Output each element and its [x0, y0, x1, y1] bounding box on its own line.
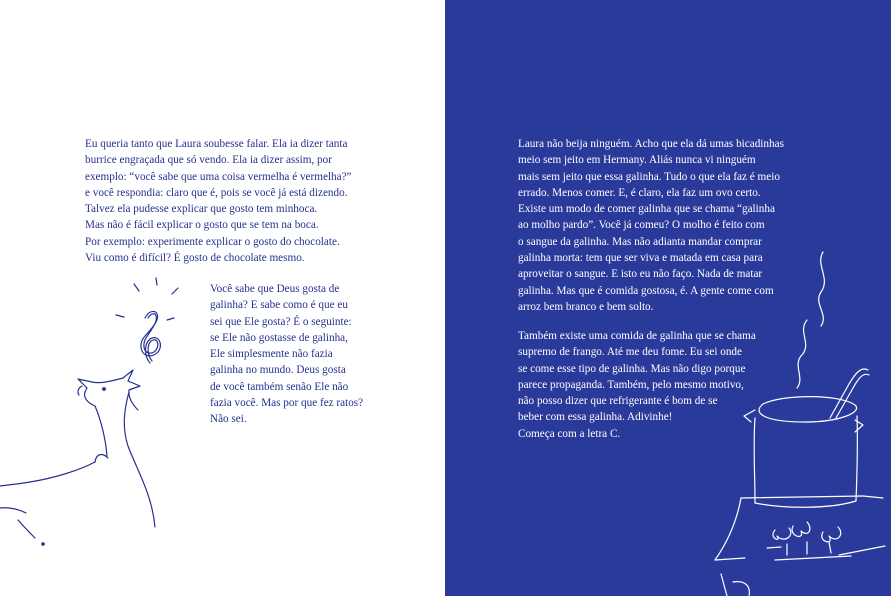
- right-page: [445, 0, 891, 596]
- text-line: o sangue da galinha. Mas não adianta mandar comprar: [518, 235, 762, 248]
- text-line: ao molho pardo”. Você já comeu? O molho é feito com: [518, 219, 765, 232]
- text-line: fazia você. Mas por que fez ratos?: [210, 397, 364, 410]
- text-line: galinha. Mas que é comida gostosa, é. A gente come com: [518, 284, 774, 297]
- text-line: Começa com a letra C.: [518, 427, 621, 440]
- text-line: Também existe uma comida de galinha que se chama: [518, 330, 756, 342]
- text-line: arroz bem branco e bem solto.: [518, 300, 654, 313]
- cooking-pot-on-stove-illustration: [445, 0, 891, 596]
- text-line: Existe um modo de comer galinha que se chama “galinha: [518, 203, 775, 216]
- text-line: aproveitar o sangue. E isto eu não faço. Nada de matar: [518, 268, 763, 281]
- text-line: exemplo: “você sabe que uma coisa vermelha é vermelha?”: [85, 170, 352, 183]
- text-line: Ele simplesmente não fazia: [210, 348, 333, 361]
- text-line: de você também senão Ele não: [210, 380, 349, 393]
- text-line: não posso dizer que refrigerante é bom de se: [518, 395, 718, 408]
- text-line: beber com essa galinha. Adivinhe!: [518, 411, 673, 424]
- text-line: meio sem jeito em Hermany. Aliás nunca vi ninguém: [518, 154, 756, 167]
- text-line: supremo de frango. Até me deu fome. Eu sei onde: [518, 346, 742, 359]
- text-line: Talvez ela pudesse explicar que gosto tem minhoca.: [85, 203, 318, 216]
- text-line: galinha no mundo. Deus gosta: [210, 364, 346, 377]
- text-line: parece propaganda. Também, pelo mesmo motivo,: [518, 378, 744, 391]
- text-line: mais sem jeito que essa galinha. Tudo o que ela faz é meio: [518, 170, 780, 183]
- left-page: [0, 0, 445, 596]
- text-line: Laura não beija ninguém. Acho que ela dá umas bicadinhas: [518, 138, 784, 150]
- text-line: Eu queria tanto que Laura soubesse falar. Ela ia dizer tanta: [85, 138, 348, 150]
- hen-with-worm-illustration: [0, 0, 445, 596]
- text-line: Por exemplo: experimente explicar o gosto do chocolate.: [85, 235, 340, 248]
- text-line: Mas não é fácil explicar o gosto que se tem na boca.: [85, 219, 319, 232]
- text-line: galinha? E sabe como é que eu: [210, 299, 348, 312]
- text-line: e você respondia: claro que é, pois se você já está dizendo.: [85, 186, 348, 199]
- text-line: errado. Menos comer. E, é claro, ela faz um ovo certo.: [518, 186, 761, 199]
- text-line: Viu como é difícil? É gosto de chocolate mesmo.: [85, 252, 305, 265]
- text-line: Não sei.: [210, 413, 247, 426]
- text-line: burrice engraçada que só vendo. Ela ia dizer assim, por: [85, 154, 332, 167]
- text-line: se come esse tipo de galinha. Mas não digo porque: [518, 362, 746, 375]
- text-line: Você sabe que Deus gosta de: [210, 283, 340, 295]
- text-line: galinha morta: tem que ser viva e matada em casa para: [518, 252, 763, 265]
- text-line: sei que Ele gosta? É o seguinte:: [210, 315, 352, 328]
- text-line: se Ele não gostasse de galinha,: [210, 331, 348, 344]
